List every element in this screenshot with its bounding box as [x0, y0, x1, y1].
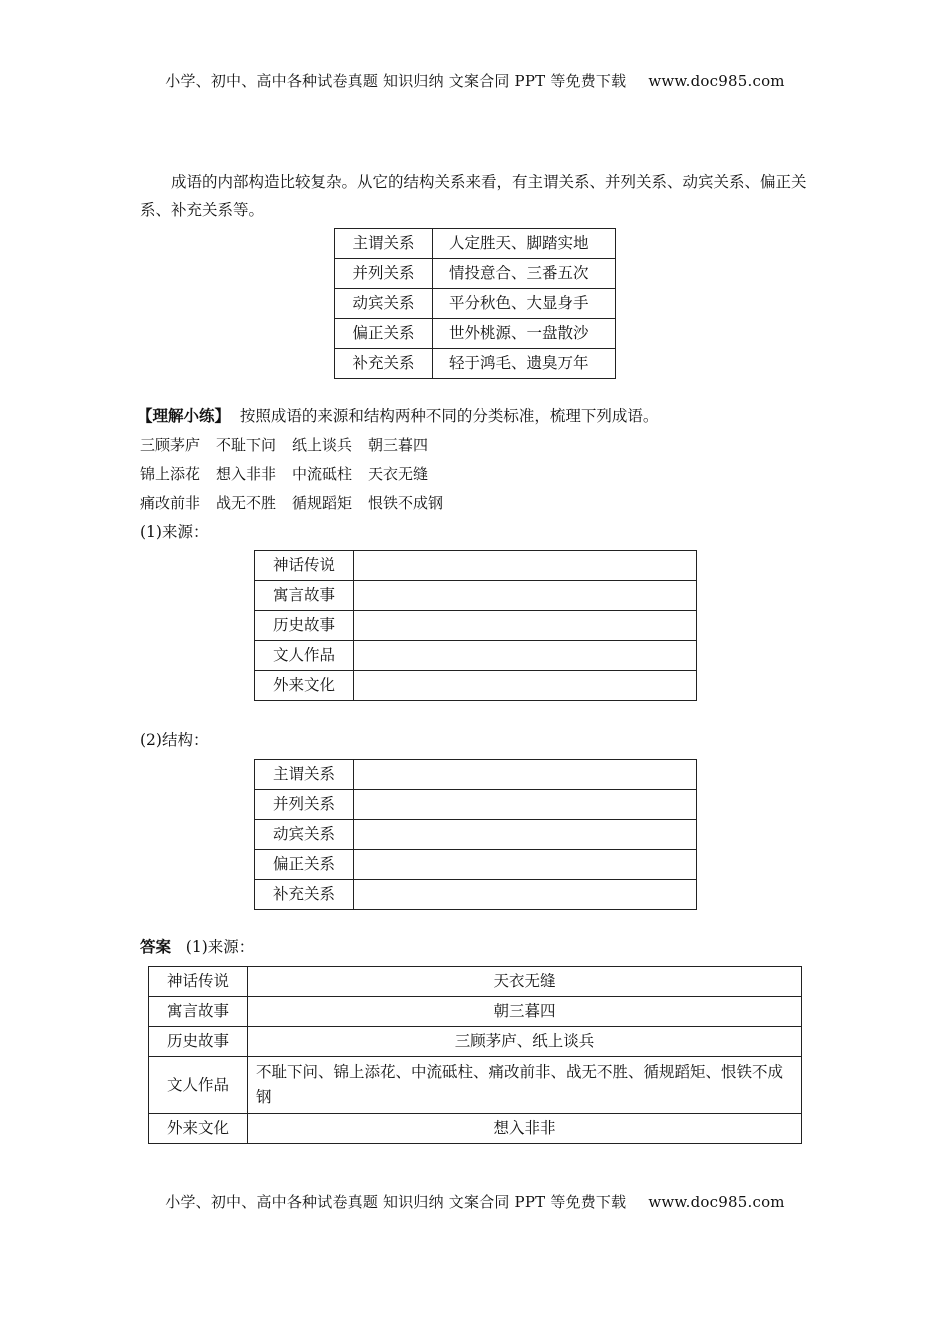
structure-category: 动宾关系: [255, 820, 354, 850]
header-url[interactable]: www.doc985.com: [648, 72, 785, 90]
idiom: 循规蹈矩: [292, 494, 353, 512]
source-blank-table: [254, 550, 697, 701]
answer-category: 寓言故事: [149, 997, 248, 1027]
table-row: [149, 1027, 802, 1057]
answer-idioms: 三顾茅庐、纸上谈兵: [248, 1027, 802, 1057]
exercise-prompt: [137, 402, 658, 430]
answer-blank[interactable]: [354, 760, 697, 790]
idiom: 锦上添花: [140, 465, 201, 483]
source-category: 历史故事: [255, 611, 354, 641]
table-row: [149, 1057, 802, 1114]
idiom: 中流砥柱: [292, 465, 353, 483]
table-row: [255, 581, 697, 611]
answer-category: 神话传说: [149, 967, 248, 997]
footer-text: 小学、初中、高中各种试卷真题 知识归纳 文案合同 PPT 等免费下载: [165, 1193, 627, 1211]
idiom-row-2: [140, 460, 444, 488]
structure-example-table: [334, 228, 616, 379]
idiom: 三顾茅庐: [140, 436, 201, 454]
answer-blank[interactable]: [354, 790, 697, 820]
structure-category: 补充关系: [255, 880, 354, 910]
table-row: [255, 671, 697, 701]
structure-examples: 轻于鸿毛、遗臭万年: [433, 349, 616, 379]
table-row: [255, 790, 697, 820]
idiom-row-1: [140, 431, 444, 459]
answer-category: 文人作品: [149, 1057, 248, 1114]
answer-idioms: 朝三暮四: [248, 997, 802, 1027]
answer-label: 答案: [140, 938, 172, 956]
source-section-label: (1)来源：: [140, 523, 209, 541]
structure-type: 动宾关系: [335, 289, 433, 319]
table-row: [335, 259, 616, 289]
answer-category: 历史故事: [149, 1027, 248, 1057]
footer-url[interactable]: www.doc985.com: [648, 1193, 785, 1211]
structure-examples: 平分秋色、大显身手: [433, 289, 616, 319]
answer-blank[interactable]: [354, 850, 697, 880]
idiom-row-3: [140, 489, 459, 517]
structure-section-label: (2)结构：: [140, 731, 209, 749]
answer-blank[interactable]: [354, 671, 697, 701]
table-row: [255, 760, 697, 790]
structure-category: 并列关系: [255, 790, 354, 820]
table-row: [149, 1114, 802, 1144]
structure-category: 主谓关系: [255, 760, 354, 790]
table-row: [255, 551, 697, 581]
table-row: [149, 997, 802, 1027]
table-row: [255, 641, 697, 671]
structure-type: 补充关系: [335, 349, 433, 379]
answer-idioms: 想入非非: [248, 1114, 802, 1144]
intro-text: 成语的内部构造比较复杂。从它的结构关系来看，有主谓关系、并列关系、动宾关系、偏正关系、补充关系等。: [140, 173, 807, 219]
exercise-label: 【理解小练】: [137, 407, 231, 425]
idiom: 痛改前非: [140, 494, 201, 512]
answer-blank[interactable]: [354, 820, 697, 850]
source-category: 神话传说: [255, 551, 354, 581]
table-row: [335, 349, 616, 379]
table-row: [335, 229, 616, 259]
exercise-prompt-text: 按照成语的来源和结构两种不同的分类标准，梳理下列成语。: [239, 407, 659, 425]
answer-source-label: (1)来源：: [185, 938, 255, 956]
source-category: 寓言故事: [255, 581, 354, 611]
table-row: [335, 319, 616, 349]
idiom: 想入非非: [216, 465, 277, 483]
structure-examples: 情投意合、三番五次: [433, 259, 616, 289]
answer-idioms: 天衣无缝: [248, 967, 802, 997]
structure-category: 偏正关系: [255, 850, 354, 880]
source-category: 文人作品: [255, 641, 354, 671]
structure-type: 偏正关系: [335, 319, 433, 349]
structure-type: 主谓关系: [335, 229, 433, 259]
structure-type: 并列关系: [335, 259, 433, 289]
table-row: [255, 611, 697, 641]
page-header: [0, 70, 950, 91]
page-footer: [0, 1191, 950, 1212]
idiom: 朝三暮四: [368, 436, 429, 454]
intro-paragraph: [140, 168, 812, 224]
answer-blank[interactable]: [354, 611, 697, 641]
table-row: [255, 850, 697, 880]
answer-blank[interactable]: [354, 641, 697, 671]
answer-blank[interactable]: [354, 551, 697, 581]
answer-heading: [140, 933, 254, 961]
answer-category: 外来文化: [149, 1114, 248, 1144]
structure-blank-table: [254, 759, 697, 910]
structure-examples: 世外桃源、一盘散沙: [433, 319, 616, 349]
idiom: 纸上谈兵: [292, 436, 353, 454]
idiom: 天衣无缝: [368, 465, 429, 483]
idiom: 不耻下问: [216, 436, 277, 454]
idiom: 战无不胜: [216, 494, 277, 512]
answer-table: [148, 966, 802, 1144]
answer-idioms: 不耻下问、锦上添花、中流砥柱、痛改前非、战无不胜、循规蹈矩、恨铁不成钢: [248, 1057, 802, 1114]
table-row: [149, 967, 802, 997]
structure-examples: 人定胜天、脚踏实地: [433, 229, 616, 259]
answer-blank[interactable]: [354, 880, 697, 910]
source-category: 外来文化: [255, 671, 354, 701]
answer-blank[interactable]: [354, 581, 697, 611]
table-row: [335, 289, 616, 319]
header-text: 小学、初中、高中各种试卷真题 知识归纳 文案合同 PPT 等免费下载: [165, 72, 627, 90]
table-row: [255, 880, 697, 910]
idiom: 恨铁不成钢: [368, 494, 444, 512]
table-row: [255, 820, 697, 850]
